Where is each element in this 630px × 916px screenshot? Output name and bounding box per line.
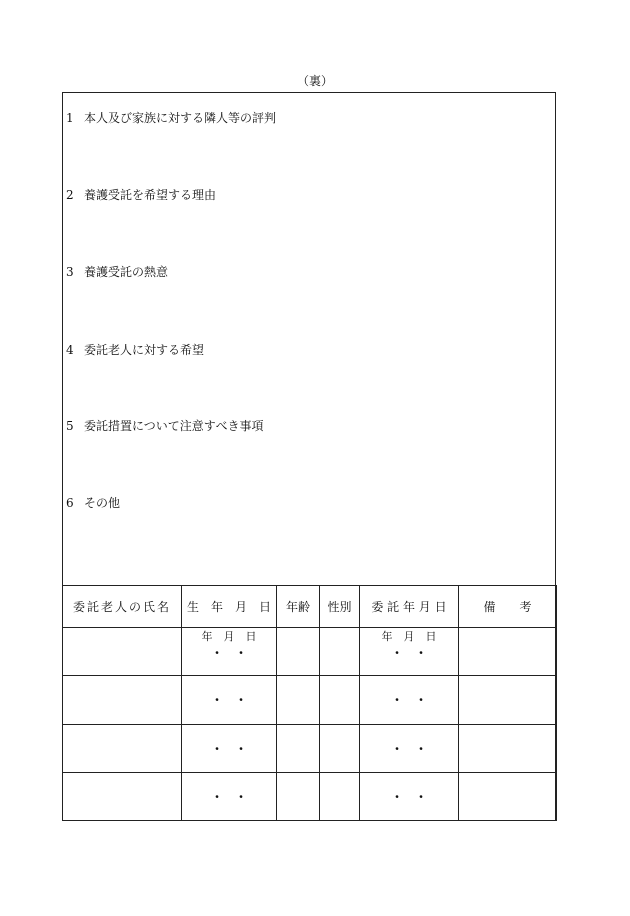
commission-date-cell[interactable] [360, 772, 459, 820]
date-separators: ・ ・ [390, 646, 427, 660]
date-separators: ・ ・ [210, 789, 247, 804]
commission-date-cell[interactable] [360, 628, 459, 676]
section-number: 2 [66, 188, 74, 202]
section-1 [66, 109, 276, 126]
table-row [63, 676, 557, 724]
table-row [63, 724, 557, 772]
age-cell[interactable] [277, 628, 320, 676]
section-label: 養護受託を希望する理由 [84, 188, 217, 202]
name-cell[interactable] [63, 724, 182, 772]
section-label: 委託措置について注意すべき事項 [84, 419, 264, 433]
sex-cell[interactable] [320, 628, 360, 676]
remarks-cell[interactable] [459, 628, 557, 676]
section-label: 委託老人に対する希望 [84, 343, 205, 357]
birth-date-cell[interactable] [182, 676, 277, 724]
age-cell[interactable] [277, 772, 320, 820]
date-separators: ・ ・ [210, 646, 247, 660]
date-caption: 年 月 日 [201, 630, 257, 643]
name-cell[interactable] [63, 772, 182, 820]
age-cell[interactable] [277, 676, 320, 724]
remarks-cell[interactable] [459, 772, 557, 820]
date-separators: ・ ・ [390, 693, 427, 708]
date-separators: ・ ・ [210, 741, 247, 756]
header-commission-date: 委 託 年 月 日 [360, 586, 459, 628]
date-separators: ・ ・ [390, 741, 427, 756]
section-label: 本人及び家族に対する隣人等の評判 [84, 111, 277, 125]
table-row [63, 628, 557, 676]
header-birth-date: 生 年 月 日 [182, 586, 277, 628]
section-number: 6 [66, 496, 74, 510]
section-2 [66, 186, 216, 203]
section-number: 1 [66, 111, 74, 125]
sex-cell[interactable] [320, 772, 360, 820]
page-side-label: （裏） [296, 74, 333, 88]
header-sex: 性別 [320, 586, 360, 628]
table-row [63, 772, 557, 820]
sex-cell[interactable] [320, 724, 360, 772]
commission-date-cell[interactable] [360, 676, 459, 724]
sex-cell[interactable] [320, 676, 360, 724]
table-header-row [63, 586, 557, 628]
section-label: 養護受託の熱意 [84, 265, 169, 279]
date-caption: 年 月 日 [381, 630, 437, 643]
section-number: 5 [66, 419, 74, 433]
age-cell[interactable] [277, 724, 320, 772]
birth-date-cell[interactable] [182, 724, 277, 772]
section-3 [66, 263, 168, 280]
section-5 [66, 417, 264, 434]
remarks-cell[interactable] [459, 724, 557, 772]
commission-date-cell[interactable] [360, 724, 459, 772]
section-6 [66, 494, 120, 511]
section-number: 3 [66, 265, 74, 279]
birth-date-cell[interactable] [182, 628, 277, 676]
header-remarks: 備 考 [459, 586, 557, 628]
birth-date-cell[interactable] [182, 772, 277, 820]
header-name: 委託老人の氏名 [63, 586, 182, 628]
section-number: 4 [66, 343, 74, 357]
remarks-cell[interactable] [459, 676, 557, 724]
commissioned-elderly-table [62, 585, 557, 821]
section-label: その他 [84, 496, 121, 510]
section-4 [66, 341, 204, 358]
name-cell[interactable] [63, 628, 182, 676]
name-cell[interactable] [63, 676, 182, 724]
date-separators: ・ ・ [210, 693, 247, 708]
header-age: 年齢 [277, 586, 320, 628]
date-separators: ・ ・ [390, 789, 427, 804]
